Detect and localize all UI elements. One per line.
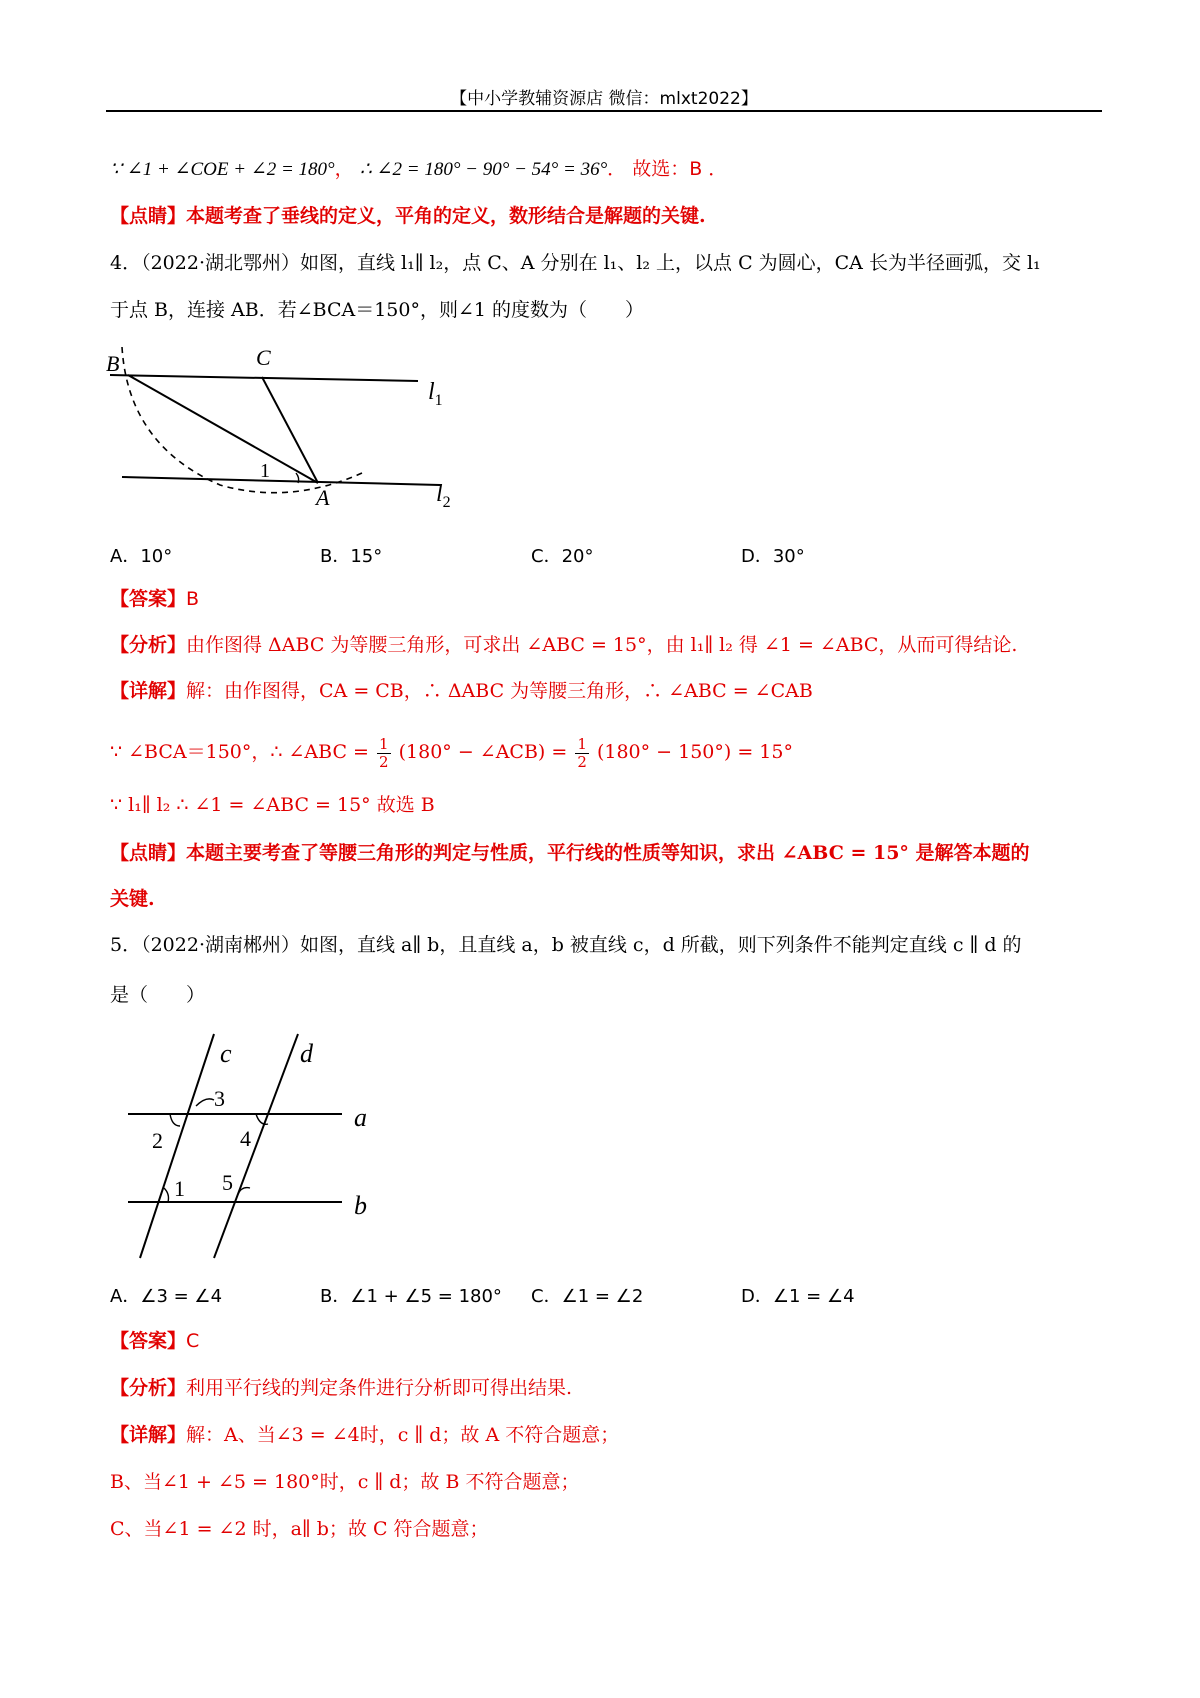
q4-figure [100,335,480,515]
q5-option-c[interactable]: C．∠1 = ∠2 [531,1286,644,1307]
q5-option-d[interactable]: D．∠1 = ∠4 [741,1286,855,1307]
q4-note-line2: 关键. [110,888,155,910]
q5-figure [110,1010,390,1270]
q5-stem-line1: 5．（2022·湖南郴州）如图，直线 a∥ b，且直线 a，b 被直线 c，d 所截，则下列条件不能判定直线 c ∥ d 的 [110,934,1022,956]
q3-note-tag: 【点睛】 [110,205,187,227]
label-l1: $l_1$ [428,379,443,409]
q4-analysis-text: 由作图得 ΔABC 为等腰三角形，可求出 ∠ABC = 15°，由 l₁∥ l₂ 得 ∠1 = ∠ABC，从而可得结论. [186,634,1018,656]
q5-option-b[interactable]: B．∠1 + ∠5 = 180° [320,1286,502,1307]
label-c: c [220,1039,232,1068]
q4-option-c[interactable]: C．20° [531,546,594,567]
q4-detail-line1 [110,678,1100,704]
label-d: d [300,1039,313,1068]
page-header: 【中小学教辅资源店 微信：mlxt2022】 [450,89,758,109]
label-angle-2: 2 [152,1128,163,1153]
q4-stem-line1: 4．（2022·湖北鄂州）如图，直线 l₁∥ l₂，点 C、A 分别在 l₁、l₂ 上，以点 C 为圆心，CA 长为半径画弧，交 l₁ [110,252,1041,274]
q4-detail2-a: ∵ ∠BCA＝150°，∴ ∠ABC = [110,741,369,763]
q4-stem-line2: 于点 B，连接 AB．若∠BCA＝150°，则∠1 的度数为（ ） [110,299,645,321]
q4-analysis-tag: 【分析】 [110,634,187,656]
label-l2: $l_2$ [436,481,451,511]
q5-stem-line2: 是（ ） [110,984,206,1006]
label-a: a [354,1103,367,1132]
q5-answer-value: C [186,1330,200,1352]
q4-note-line1 [110,840,1100,866]
q4-detail-line2 [110,730,1100,774]
q5-detail-line1 [110,1422,1100,1448]
label-angle-1: 1 [260,460,270,482]
q3-note-text: 本题考查了垂线的定义，平角的定义，数形结合是解题的关键. [186,205,706,227]
q5-option-a[interactable]: A．∠3 = ∠4 [110,1286,223,1307]
q5-analysis-tag: 【分析】 [110,1377,187,1399]
header-rule [106,110,1102,112]
q4-option-d[interactable]: D．30° [741,546,805,567]
q4-option-b[interactable]: B．15° [320,546,383,567]
q5-analysis-text: 利用平行线的判定条件进行分析即可得出结果. [186,1377,573,1399]
arc-dashed [122,347,362,493]
q3-equation-line: ∵ ∠1 + ∠COE + ∠2 = 180°， ∴ ∠2 = 180° − 90° − 54° = 36°． 故选：B ． [110,158,728,180]
q4-detail1-text: 解：由作图得，CA = CB，∴ ΔABC 为等腰三角形，∴ ∠ABC = ∠CAB [186,680,813,702]
q5-detail1-text: 解：A、当∠3 = ∠4时，c ∥ d；故 A 不符合题意； [186,1424,620,1446]
q4-analysis [110,632,1100,658]
q4-answer-value: B [186,588,200,610]
q4-answer [110,586,1100,612]
label-angle-4: 4 [240,1126,251,1151]
line-l2 [122,477,440,485]
q4-detail2-b: (180° − ∠ACB) = [398,741,568,763]
angle-mark-2 [170,1114,180,1126]
label-A: A [316,485,330,510]
fraction-half-1: $\frac{1}{2}$ [379,734,389,771]
q4-note-text1: 本题主要考查了等腰三角形的判定与性质，平行线的性质等知识，求出 ∠ABC = 15° 是解答本题的 [186,842,1030,864]
q5-detail-line3: C、当∠1 = ∠2 时，a∥ b；故 C 符合题意； [110,1518,489,1540]
q4-detail2-c: (180° − 150°) = 15° [596,741,793,763]
q4-note-tag: 【点睛】 [110,842,187,864]
q4-detail-line3: ∵ l₁∥ l₂ ∴ ∠1 = ∠ABC = 15° 故选 B [110,794,435,816]
q4-detail-tag: 【详解】 [110,680,187,702]
q3-eq1: ∵ ∠1 + ∠COE + ∠2 = 180° [110,159,335,180]
q5-answer [110,1328,1100,1354]
q5-detail-tag: 【详解】 [110,1424,187,1446]
angle-mark-1 [164,1188,169,1202]
label-C: C [256,345,271,370]
label-angle-5: 5 [222,1170,233,1195]
label-angle-1: 1 [174,1176,185,1201]
q4-answer-tag: 【答案】 [110,588,187,610]
q3-eq2: ∴ ∠2 = 180° − 90° − 54° = 36° [359,159,608,180]
label-b: b [354,1191,367,1220]
q5-analysis [110,1375,1100,1401]
q3-choice: 故选：B ． [632,158,728,180]
angle-mark-3 [196,1099,214,1106]
fraction-half-2: $\frac{1}{2}$ [577,734,587,771]
q5-detail-line2: B、当∠1 + ∠5 = 180°时，c ∥ d；故 B 不符合题意； [110,1471,580,1493]
label-B: B [106,351,120,376]
q5-answer-tag: 【答案】 [110,1330,187,1352]
q4-option-a[interactable]: A．10° [110,546,173,567]
q3-note [110,203,1100,229]
label-angle-3: 3 [214,1086,225,1111]
